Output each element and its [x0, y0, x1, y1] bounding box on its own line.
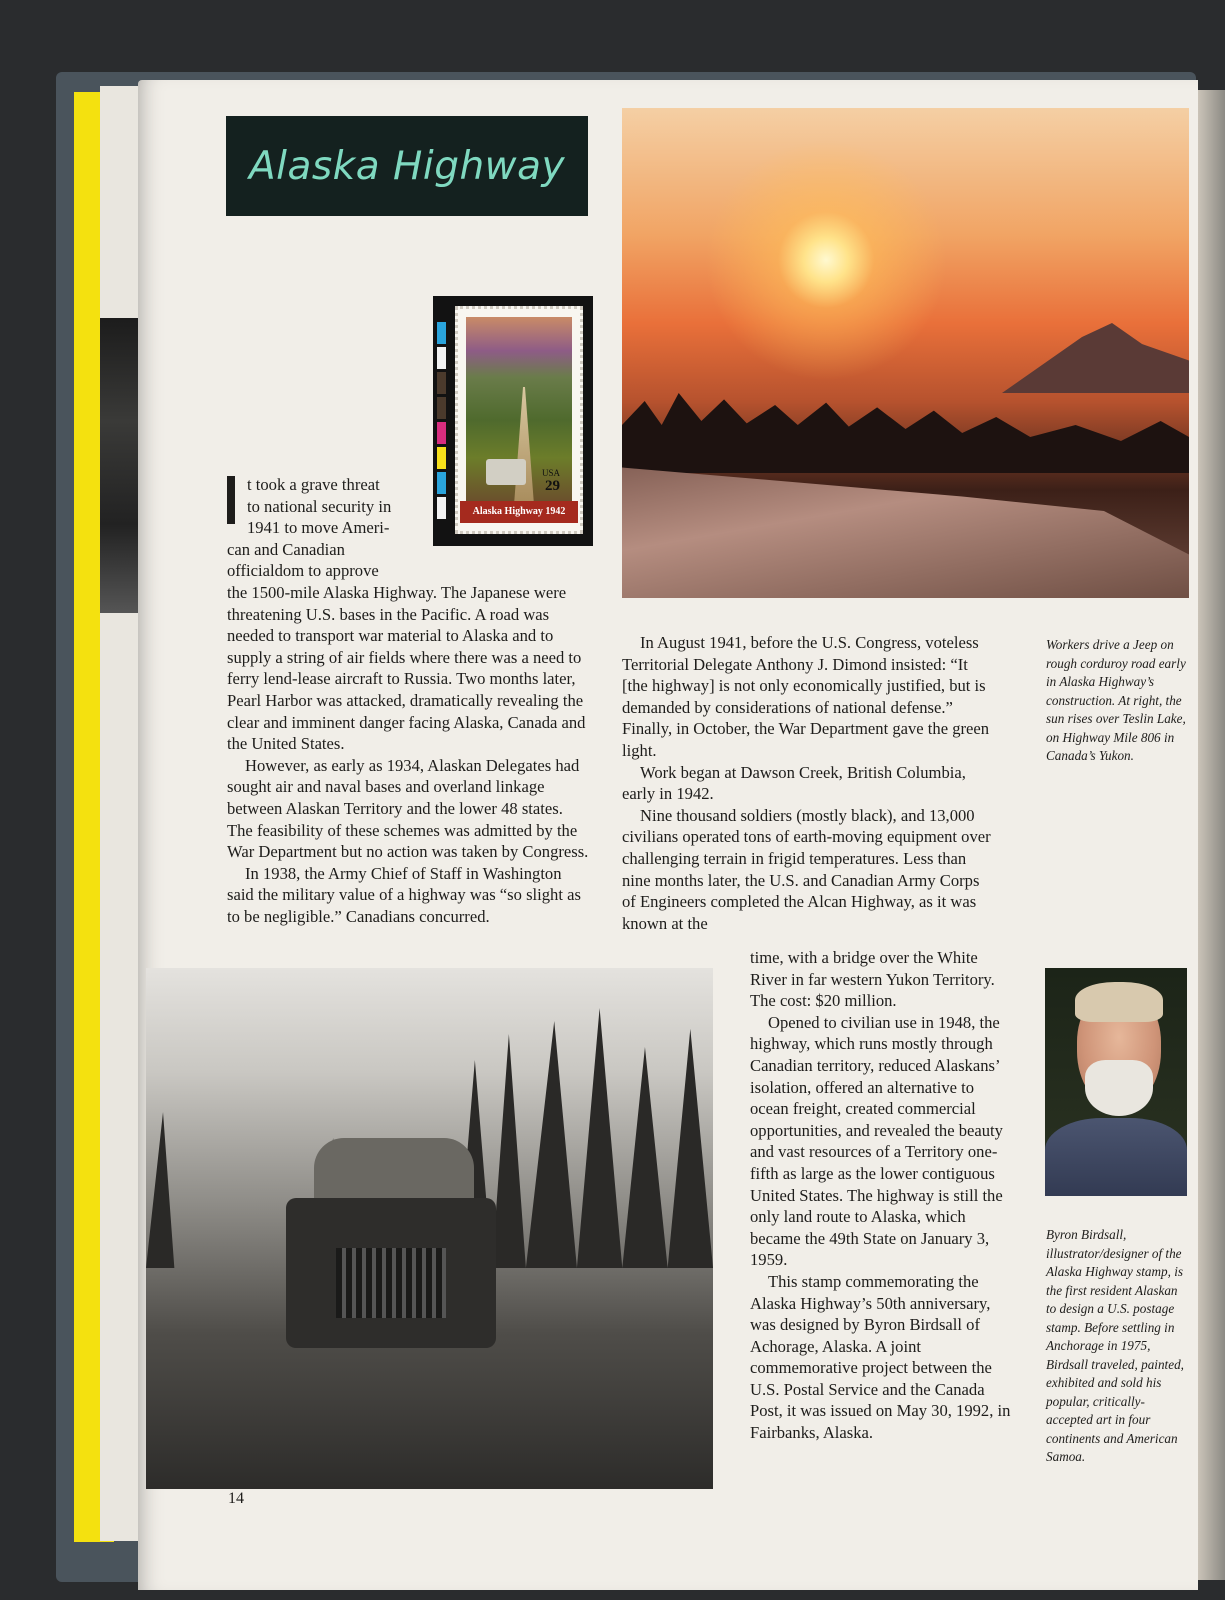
paragraph: Work began at Dawson Creek, British Columbia, early in 1942.	[622, 762, 966, 804]
sunset-photo	[622, 108, 1189, 598]
stamp-country: USA	[541, 468, 560, 478]
paragraph: Nine thousand soldiers (mostly black), and 13,000 civilians operated tons of earth-moving equipment over challenging terrain in frigid temperatures. Less than nine months later, the U.S. and Canadian Army Corps of Engineers completed the Alcan Highway, as it was known at the	[622, 805, 991, 933]
page-number: 14	[228, 1490, 244, 1507]
sunset-road	[622, 453, 1189, 598]
next-page-edge	[1196, 90, 1225, 1580]
portrait-shirt	[1045, 1118, 1187, 1196]
intro-line: t took a grave threat	[247, 475, 380, 494]
previous-page-photo-strip	[100, 318, 140, 613]
column-3	[750, 947, 1012, 1444]
color-swatch	[437, 347, 446, 369]
paragraph: In August 1941, before the U.S. Congress, voteless Territorial Delegate Anthony J. Dimond insisted: “It [the highway] is not only economically justified, but is demanded by considerations of national defense.” Finally, in October, the War Department gave the green light.	[622, 633, 990, 760]
drop-cap-letter-i	[227, 476, 235, 524]
color-swatch	[437, 447, 446, 469]
column-1	[227, 582, 589, 928]
paragraph: the 1500-mile Alaska Highway. The Japanese were threatening U.S. bases in the Pacific. A road was needed to transport war material to Alaska and to supply a string of air fields where there was a need to ferry lend-lease aircraft to Russia. Two months later, Pearl Harbor was attacked, dramatically revealing the clear and imminent danger facing Alaska, Canada and the United States.	[227, 583, 586, 754]
jeep-photo	[146, 968, 713, 1489]
intro-line: can and Canadian	[227, 539, 345, 559]
portrait-photo	[1045, 968, 1187, 1196]
intro-line: officialdom to approve	[227, 561, 379, 581]
photo-caption-bottom: Byron Birdsall, illustrator/designer of the Alaska Highway stamp, is the first resident Alaskan to design a U.S. postage stamp. Before settling in Anchorage in 1975, Birdsall traveled, painted, exhibited and sold his popular, critically-accepted art in four continents and American Samoa.	[1046, 1227, 1184, 1464]
stamp-value: 29	[545, 478, 560, 494]
page-title	[226, 116, 588, 216]
photo-caption-top: Workers drive a Jeep on rough corduroy road early in Alaska Highway’s construction. At right, the sun rises over Teslin Lake, on Highway Mile 806 in Canada’s Yukon.	[1046, 637, 1186, 763]
page-title-text: Alaska Highway	[248, 143, 566, 189]
portrait-beard	[1085, 1060, 1153, 1116]
paragraph: Opened to civilian use in 1948, the highway, which runs mostly through Canadian territory, reduced Alaskans’ isolation, offered an alternative to ocean freight, created commercial opportunities, and revealed the beauty and vast resources of a Territory one-fifth as large as the lower contiguous United States. The highway is still the only land route to Alaska, which became the 49th State on January 3, 1959.	[750, 1012, 1003, 1270]
stamp-caption: Alaska Highway 1942	[460, 501, 578, 523]
portrait-hair	[1075, 982, 1163, 1022]
intro-line: to national security in	[247, 496, 392, 516]
paragraph: time, with a bridge over the White River in far western Yukon Territory. The cost: $20 million.	[750, 948, 995, 1011]
paragraph: However, as early as 1934, Alaskan Delegates had sought air and naval bases and overland linkage between Alaskan Territory and the lower 48 states. The feasibility of these schemes was admitted by the War Department but no action was taken by Congress.	[227, 755, 589, 862]
sunset-treeline	[622, 393, 1189, 473]
sunset-mountain	[1002, 323, 1189, 393]
jeep-grille	[336, 1248, 446, 1318]
color-swatch	[437, 322, 446, 344]
column-2	[622, 632, 996, 934]
intro-line: 1941 to move Ameri-	[247, 518, 390, 538]
intro-paragraph	[227, 474, 587, 582]
paragraph: In 1938, the Army Chief of Staff in Washington said the military value of a highway was “so slight as to be negligible.” Canadians concurred.	[227, 863, 581, 926]
color-swatch	[437, 397, 446, 419]
color-swatch	[437, 372, 446, 394]
paragraph: This stamp commemorating the Alaska Highway’s 50th anniversary, was designed by Byron Birdsall of Achorage, Alaska. A joint commemorative project between the U.S. Postal Service and the Canada Post, it was issued on May 30, 1992, in Fairbanks, Alaska.	[750, 1271, 1011, 1443]
color-swatch	[437, 422, 446, 444]
intro-text	[227, 474, 417, 582]
